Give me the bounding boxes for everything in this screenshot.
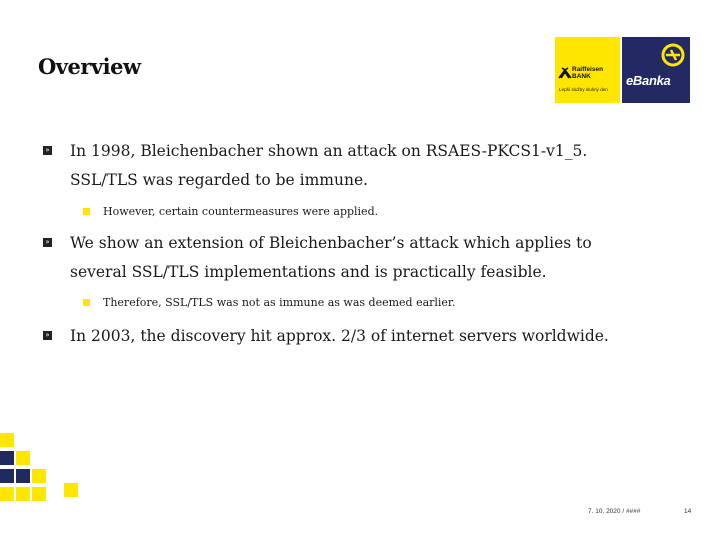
page-number: 14 — [684, 508, 692, 515]
square-icon — [83, 299, 90, 306]
bullet-item: » We show an extension of Bleichenbacher’s attack which applies to several SSL/TLS implementations and is practically feasible. — [70, 229, 650, 287]
ebanka-name: eBanka — [626, 73, 671, 88]
double-chevron-right-icon: » — [43, 238, 52, 247]
sub-bullet-item: Therefore, SSL/TLS was not as immune as was deemed earlier. — [103, 295, 623, 311]
double-chevron-right-icon: » — [43, 146, 52, 155]
bullet-item: » In 1998, Bleichenbacher shown an attack on RSAES-PKCS1-v1_5. SSL/TLS was regarded to be immune. — [70, 137, 650, 195]
square-icon — [83, 208, 90, 215]
footer-date-author: 7. 10. 2020 / #### — [588, 508, 641, 515]
raiffeisen-tagline: Lepší služby slušný den — [559, 87, 608, 92]
bullet-item: » In 2003, the discovery hit approx. 2/3 of internet servers worldwide. — [70, 322, 650, 351]
raiffeisen-logo — [555, 37, 620, 103]
decorative-squares — [0, 425, 90, 515]
bank-logo — [555, 37, 690, 103]
double-chevron-right-icon: » — [43, 331, 52, 340]
circle-e-icon — [660, 43, 686, 67]
crossed-gables-icon — [558, 67, 572, 79]
raiffeisen-name: Raiffeisen BANK — [572, 66, 604, 80]
slide-title: Overview — [38, 54, 141, 79]
ebanka-logo — [622, 37, 690, 103]
sub-bullet-item: However, certain countermeasures were applied. — [103, 204, 623, 220]
